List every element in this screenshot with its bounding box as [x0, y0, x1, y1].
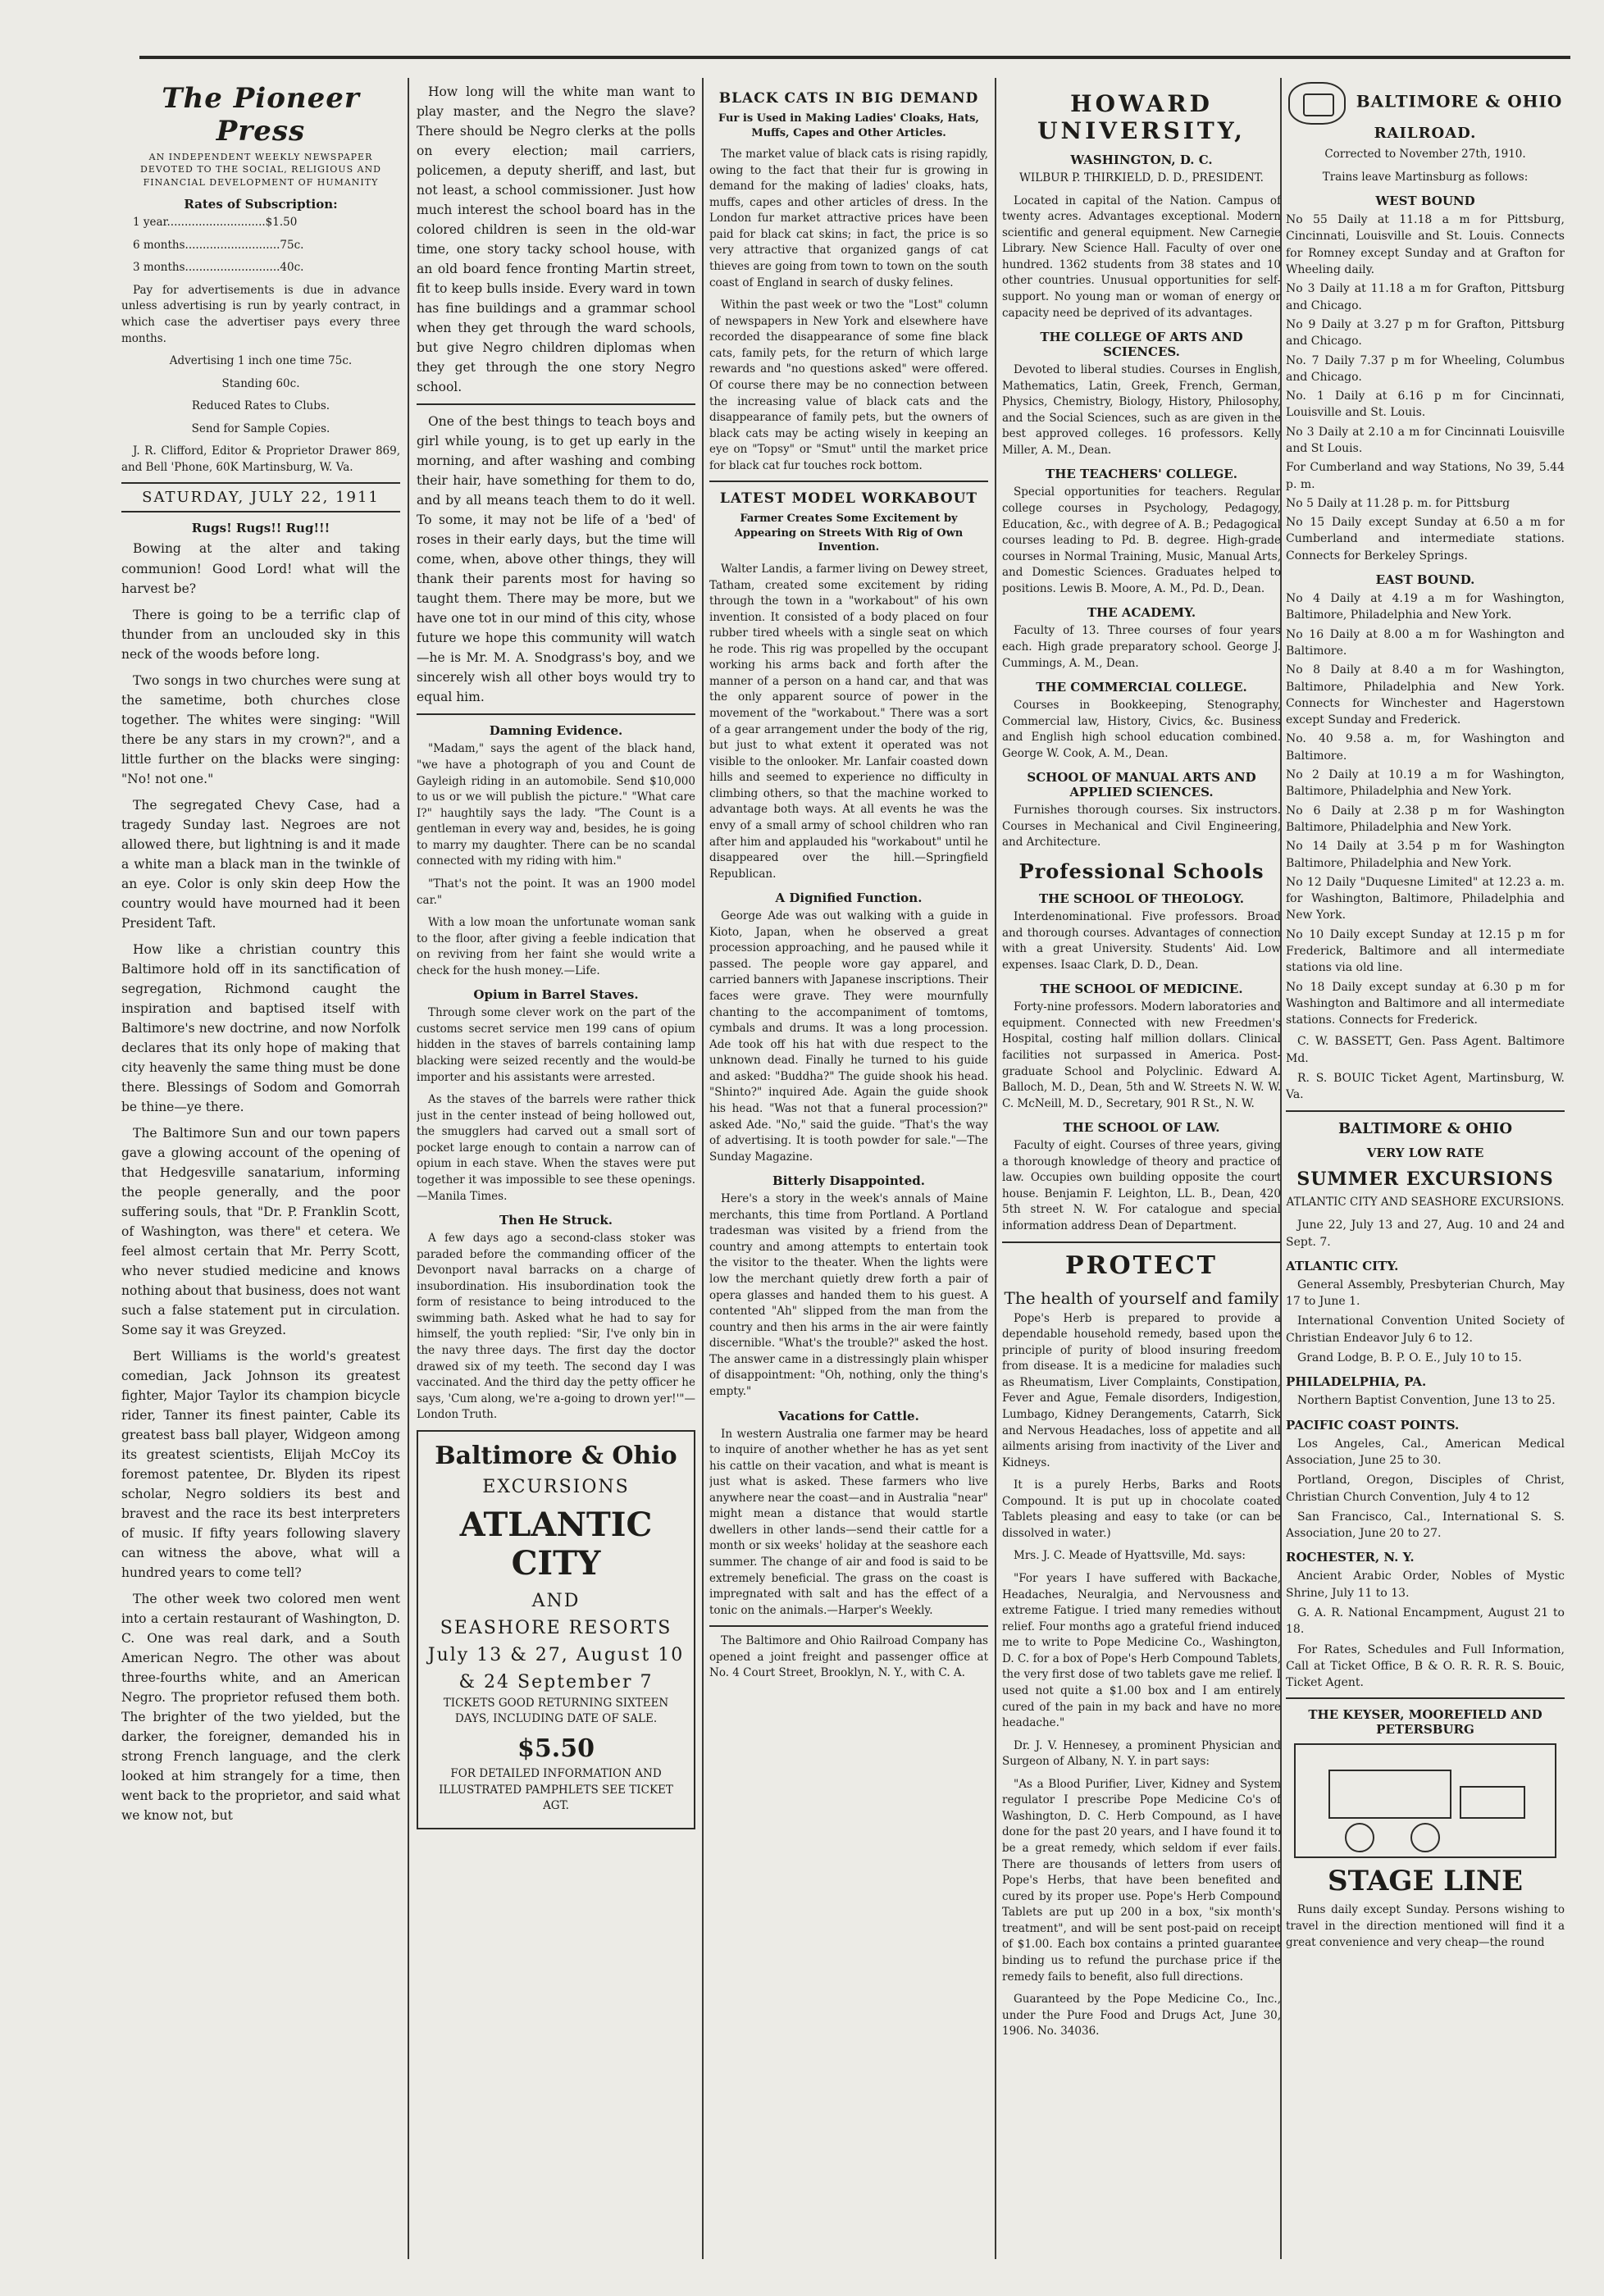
ad-subtitle: EXCURSIONS — [482, 1476, 630, 1497]
event-item: G. A. R. National Encampment, August 21 to 18. — [1286, 1606, 1565, 1637]
paragraph: Forty-nine professors. Modern laboratories and equipment. Connected with new Freedmen's Hospital, costing half million dollars. Clinical facilities not surpassed in America. Post-graduate School and Polyclinic. Edward A. Balloch, M. D., Dean, 5th and W. Streets N. W. W. C. McNeill, M. D., Secretary, 901 R St., N. W. — [1002, 1000, 1281, 1110]
divider — [1002, 1241, 1281, 1243]
adv-rate: Reduced Rates to Clubs. — [191, 399, 330, 413]
masthead: The Pioneer Press — [162, 82, 360, 148]
divider — [1286, 1697, 1565, 1699]
event-item: General Assembly, Presbyterian Church, May 17 to June 1. — [1286, 1278, 1565, 1309]
schedule-item: No 12 Daily "Duquesne Limited" at 12.23 a. m. for Washington, Baltimore, Philadelphia and New York. — [1286, 875, 1565, 922]
paragraph: Runs daily except Sunday. Persons wishing to travel in the direction mentioned will find it a great convenience and very cheap—the round — [1286, 1903, 1565, 1949]
paragraph: "As a Blood Purifier, Liver, Kidney and System regulator I prescribe Pope Medicine Co's of Washington, D. C. Herb Compound, as I have done for the past 20 years, and I have found it to be a great remedy, which seldom if ever fails. There are thousands of letters from users of Pope's Herbs, that have been benefited and cured by its proper use. Pope's Herb Compound Tablets are put up 200 in a box, "six month's treatment", and will be sent post-paid on receipt of $1.00. Each box contains a printed guarantee binding us to refund the purchase price if the remedy fails to benefit, also full directions. — [1002, 1777, 1281, 1984]
paragraph: Bert Williams is the world's greatest comedian, Jack Johnson its greatest fighter, Major Taylor its champion bicycle rider, Tanner its finest painter, Cable its greatest bass ball player, Widgeon among its greatest scientists, Elijah McCoy its foremost patentee, Dr. Blyden its ripest scholar, Negro soldiers its best and bravest and the race its best interpreters of music. If fifty years following slavery can witness the above, what will a hundred years to come tell? — [121, 1349, 400, 1581]
divider — [709, 1625, 988, 1627]
paragraph: Furnishes thorough courses. Six instructors. Courses in Mechanical and Civil Engineering, and Architecture. — [1002, 804, 1281, 850]
article-deck: Farmer Creates Some Excitement by Appearing on Streets With Rig of Own Invention. — [734, 512, 964, 554]
paragraph: Mrs. J. C. Meade of Hyattsville, Md. says: — [1014, 1549, 1246, 1563]
paragraph: Bowing at the alter and taking communion! Good Lord! what will the harvest be? — [121, 541, 400, 596]
paragraph: As the staves of the barrels were rather thick just in the center instead of being hollowed out, the smugglers had carved out a small sort of pocket large enough to contain a narrow can of opium in each stave. When the staves were put together it was impossible to see these openings.—Manila Times. — [417, 1093, 695, 1203]
ad-and: AND — [531, 1590, 581, 1611]
paragraph: Through some clever work on the part of the customs secret service men 199 cans of opium hidden in the staves of barrels containing lamp blacking were seized recently and the would-be importer and his assistants were arrested. — [417, 1006, 695, 1084]
paragraph: The market value of black cats is rising rapidly, owing to the fact that their fur is growing in demand for the making of ladies' cloaks, hats, muffs, capes and other articles of dress. In the London fur market attractive prices have been paid for black cat skins; in fact, the price is so very attractive that organized gangs of cat thieves are going from town to town on the south coast of England in search of dusky felines. — [709, 148, 988, 289]
event-item: Ancient Arabic Order, Nobles of Mystic Shrine, July 11 to 13. — [1286, 1569, 1565, 1600]
paragraph: Pope's Herb is prepared to provide a dependable household remedy, based upon the principle of purity of blood insuring freedom from disease. It is a medicine for maladies such as Rheumatism, Liver Complaints, Constipation, Fever and Ague, Female disorders, Indigestion, Lumbago, Kidney Derangements, Catarrh, Sick and Nervous Headaches, loss of appetite and all ailments arising from inactivity of the Liver and Kidneys. — [1002, 1311, 1281, 1469]
school-heading: SCHOOL OF MANUAL ARTS AND APPLIED SCIENCES. — [1027, 770, 1256, 800]
stagecoach-icon — [1294, 1743, 1556, 1858]
rail-subtitle: RAILROAD. — [1374, 125, 1477, 142]
article-heading: Then He Struck. — [499, 1213, 613, 1228]
event-item: Northern Baptist Convention, June 13 to 25. — [1297, 1394, 1556, 1408]
ad-tickets: TICKETS GOOD RETURNING SIXTEEN DAYS, INCLUDING DATE OF SALE. — [443, 1696, 669, 1726]
masthead-subtitle: AN INDEPENDENT WEEKLY NEWSPAPER DEVOTED TO THE SOCIAL, RELIGIOUS AND FINANCIAL DEVELOPMENT OF HUMANITY — [140, 152, 381, 188]
east-schedule — [1286, 590, 1565, 1028]
excursion-footer: For Rates, Schedules and Full Information, Call at Ticket Office, B & O. R. R. R. S. Bouic, Ticket Agent. — [1286, 1642, 1565, 1690]
destination-heading: ROCHESTER, N. Y. — [1286, 1550, 1415, 1565]
rail-header — [1286, 82, 1565, 142]
schedule-item: No 2 Daily at 10.19 a m for Washington, Baltimore, Philadelphia and New York. — [1286, 768, 1565, 799]
column-4 — [1002, 82, 1281, 2047]
excursion-sub: ATLANTIC CITY AND SEASHORE EXCURSIONS. — [1286, 1195, 1565, 1209]
article-heading: Damning Evidence. — [489, 723, 623, 739]
school-heading: THE COMMERCIAL COLLEGE. — [1036, 680, 1247, 695]
article-heading: A Dignified Function. — [775, 891, 923, 906]
stage-heading: THE KEYSER, MOOREFIELD AND PETERSBURG — [1308, 1707, 1542, 1738]
railroad-logo-icon — [1288, 82, 1346, 125]
excursion-rate: VERY LOW RATE — [1366, 1145, 1484, 1160]
paragraph: Courses in Bookkeeping, Stenography, Commercial law, History, Civics, &c. Business and English high school education combined. George W. Cook, A. M., Dean. — [1002, 699, 1281, 760]
paragraph: It is a purely Herbs, Barks and Roots Compound. It is put up in chocolate coated Tablets pleasing and easy to take (or can be dissolved in water.) — [1002, 1478, 1281, 1540]
paragraph: Two songs in two churches were sung at the sametime, both churches close together. The whites were singing: "Will there be any stars in my crown?", and a little further on the blacks were singing: "No! not one." — [121, 672, 400, 786]
rate-line: 3 months...........................40c. — [133, 261, 304, 275]
howard-location: WASHINGTON, D. C. — [1070, 153, 1213, 167]
howard-president: WILBUR P. THIRKIELD, D. D., PRESIDENT. — [1019, 171, 1264, 184]
ad-title: Baltimore & Ohio — [435, 1441, 677, 1470]
adv-rate: Send for Sample Copies. — [191, 421, 330, 435]
article-heading: Vacations for Cattle. — [778, 1408, 919, 1424]
article-heading: Opium in Barrel Staves. — [473, 987, 639, 1003]
paragraph: Devoted to liberal studies. Courses in English, Mathematics, Latin, Greek, French, German, Physics, Chemistry, Biology, History, Philosophy, and the Social Sciences, such as are given in the best approved colleges. 16 professors. Kelly Miller, A. M., Dean. — [1002, 363, 1281, 457]
column-3 — [709, 82, 988, 1688]
paragraph: The segregated Chevy Case, had a tragedy Sunday last. Negroes are not allowed there, but lightning is and it made a white man a black man in the twinkle of an eye. Color is only skin deep How the country would have mourned had it been President Taft. — [121, 797, 400, 931]
top-rule — [139, 56, 1570, 59]
paragraph: In western Australia one farmer may be heard to inquire of another whether he has as yet sent his cattle on their vacation, and what is meant is just what is asked. These farmers who live anywhere near the coast—and in Australia "near" might mean a distance that would startle dwellers in other lands—send their cattle for a month or six weeks' holiday at the seashore each summer. The change of air and food is said to be extremely beneficial. The grass on the coast is impregnated with salt and has the effect of a tonic on the animals.—Harper's Weekly. — [709, 1427, 988, 1617]
schedule-item: No 3 Daily at 11.18 a m for Grafton, Pittsburg and Chicago. — [1286, 282, 1565, 312]
column-rule — [995, 78, 996, 2259]
agent-line: C. W. BASSETT, Gen. Pass Agent. Baltimore Md. — [1286, 1035, 1565, 1065]
school-heading: THE ACADEMY. — [1087, 605, 1196, 621]
destination-heading: ATLANTIC CITY. — [1286, 1258, 1399, 1273]
divider — [417, 713, 695, 715]
ad-footer: FOR DETAILED INFORMATION AND ILLUSTRATED PAMPHLETS SEE TICKET AGT. — [439, 1766, 673, 1813]
howard-title: HOWARD UNIVERSITY, — [1037, 90, 1246, 144]
stage-line-title: STAGE LINE — [1328, 1865, 1523, 1898]
paragraph: Faculty of eight. Courses of three years, giving a thorough knowledge of theory and practice of law. Occupies own building opposite the court house. Benjamin F. Leighton, LL. B., Dean, 420 5th street N. W. For catalogue and special information address Dean of Department. — [1002, 1139, 1281, 1232]
event-item: Grand Lodge, B. P. O. E., July 10 to 15. — [1297, 1351, 1522, 1365]
ad-destination: ATLANTIC CITY — [459, 1505, 653, 1583]
schedule-item: No 18 Daily except sunday at 6.30 p m for Washington and Baltimore and all intermediate stations. Connects for Frederick. — [1286, 980, 1565, 1027]
school-heading: THE SCHOOL OF THEOLOGY. — [1038, 891, 1245, 906]
event-item: Portland, Oregon, Disciples of Christ, Christian Church Convention, July 4 to 12 — [1286, 1474, 1565, 1504]
schedule-item: No 15 Daily except Sunday at 6.50 a m for Cumberland and intermediate stations. Connects for Berkeley Springs. — [1286, 516, 1565, 563]
divider — [709, 481, 988, 482]
school-heading: THE SCHOOL OF LAW. — [1063, 1120, 1220, 1136]
protect-subheading: The health of yourself and family — [1004, 1287, 1279, 1308]
event-item: International Convention United Society of Christian Endeavor July 6 to 12. — [1286, 1314, 1565, 1345]
excursion-dates: June 22, July 13 and 27, Aug. 10 and 24 and Sept. 7. — [1286, 1219, 1565, 1249]
paragraph: Special opportunities for teachers. Regular college courses in Psychology, Pedagogy, Education, &c., with degree of A. B.; Pedagogical courses leading to Pd. B. degree. High-grade courses in Normal Training, Music, Manual Arts, and Domestic Sciences. Graduates helped to positions. Lewis B. Moore, A. M., Pd. D., Dean. — [1002, 485, 1281, 595]
schedule-item: No 5 Daily at 11.28 p. m. for Pittsburg — [1286, 496, 1511, 510]
paragraph: There is going to be a terrific clap of thunder from an unclouded sky in this neck of the woods before long. — [121, 607, 400, 662]
paragraph: Dr. J. V. Hennesey, a prominent Physician and Surgeon of Albany, N. Y. in part says: — [1002, 1738, 1281, 1769]
adv-rate: Advertising 1 inch one time 75c. — [169, 354, 353, 368]
schedule-item: No 3 Daily at 2.10 a m for Cincinnati Louisville and St Louis. — [1286, 425, 1565, 455]
excursion-heading: SUMMER EXCURSIONS — [1296, 1168, 1554, 1190]
paragraph: Located in capital of the Nation. Campus of twenty acres. Advantages exceptional. Modern scientific and general equipment. New Carnegie Library. New Science Hall. Faculty of over one hundred. 1362 students from 38 states and 10 other countries. Unusual opportunities for self-support. No young man or woman of energy or capacity need be deprived of its advantages. — [1002, 194, 1281, 320]
schedule-item: For Cumberland and way Stations, No 39, 5.44 p. m. — [1286, 461, 1565, 491]
rail-title: BALTIMORE & OHIO — [1356, 91, 1563, 112]
event-item: San Francisco, Cal., International S. S. Association, June 20 to 27. — [1286, 1510, 1565, 1541]
school-heading: THE TEACHERS' COLLEGE. — [1046, 467, 1237, 482]
schedule-item: No 55 Daily at 11.18 a m for Pittsburg, Cincinnati, Louisville and St. Louis. Connects for Romney except Sunday and at Grafton for Wheeling daily. — [1286, 213, 1565, 277]
excursion-title: BALTIMORE & OHIO — [1337, 1119, 1513, 1137]
paragraph: With a low moan the unfortunate woman sank to the floor, after giving a feeble indication that on reviving from her faint she would write a check for the hush money.—Life. — [417, 916, 695, 977]
schedule-item: No. 40 9.58 a. m, for Washington and Baltimore. — [1286, 732, 1565, 763]
rate-line: 6 months...........................75c. — [133, 238, 304, 252]
schedule-item: No. 7 Daily 7.37 p m for Wheeling, Columbus and Chicago. — [1286, 353, 1565, 384]
west-schedule — [1286, 212, 1565, 564]
article-heading: BLACK CATS IN BIG DEMAND — [718, 90, 979, 107]
schedule-item: No 8 Daily at 8.40 a m for Washington, Baltimore, Philadelphia and New York. Connects for Winchester and Hagerstown except Sunday and Frederick. — [1286, 663, 1565, 727]
rugs-heading: Rugs! Rugs!! Rug!!! — [191, 521, 330, 536]
divider — [417, 403, 695, 405]
paragraph: How like a christian country this Baltimore hold off in its sanctification of segregation, Richmond caught the inspiration and baptised itself with Baltimore's new doctrine, and now Norfolk declares that its only hope of making that city heavenly the same thing must be done there. Blessings of Sodom and Gomorrah be thine—ye there. — [121, 941, 400, 1114]
paragraph: Faculty of 13. Three courses of four years each. High grade preparatory school. George J. Cummings, A. M., Dean. — [1002, 624, 1281, 670]
paragraph: Interdenominational. Five professors. Broad and thorough courses. Advantages of connection with a great University. Students' Aid. Low expenses. Isaac Clark, D. D., Dean. — [1002, 910, 1281, 972]
paragraph: "For years I have suffered with Backache, Headaches, Neuralgia, and Nervousness and extreme Fatigue. I tried many remedies without relief. Four months ago a grateful friend induced me to write to Pope Medicine Co., Washington, D. C. for a box of Pope's Herb Compound Tablets, the very first dose of two tablets gave me relief. I used not quite a $1.00 box and I am entirely cured of the pain in my back and have no more headache." — [1002, 1572, 1281, 1730]
paragraph: Here's a story in the week's annals of Maine merchants, this time from Portland. A Portland tradesman was visited by a friend from the country and among attempts to entertain took the visitor to the theater. When the lights were low the merchant quietly drew forth a pair of opera glasses and handed them to his guest. A contented "Ah" slipped from the man from the country and then his arms in the air were faintly discernible. "What's the trouble?" asked the host. The answer came in a distressingly plain whisper of disappointment: "Oh, nothing, only the thing's empty." — [709, 1192, 988, 1398]
west-bound-heading: WEST BOUND — [1375, 194, 1475, 209]
paragraph: The Baltimore Sun and our town papers gave a glowing account of the opening of that Hedgesville sanatarium, informing the people generally, and the poor suffering souls, that "Dr. P. Franklin Scott, of Washington, was there" et cetera. We feel almost certain that Mr. Perry Scott, who never studied medicine and knows nothing about that business, does not want such a false statement put in circulation. Some say it was Greyzed. — [121, 1125, 400, 1338]
paragraph: Within the past week or two the "Lost" column of newspapers in New York and elsewhere have recorded the disappearance of some fine black cats, family pets, for the return of which large rewards and "no questions asked" were offered. Of course there may be no connection between the increasing value of black cats and the disappearance of family pets, but the owners of black cats may be acting wisely in keeping an eye on "Topsy" or "Smut" until the market price for black cat fur touches rock bottom. — [709, 298, 988, 472]
schedule-item: No 14 Daily at 3.54 p m for Washington Baltimore, Philadelphia and New York. — [1286, 840, 1565, 870]
schedule-item: No 16 Daily at 8.00 a m for Washington and Baltimore. — [1286, 627, 1565, 658]
article-heading: LATEST MODEL WORKABOUT — [719, 490, 978, 508]
ad-seashore: SEASHORE RESORTS — [440, 1617, 672, 1638]
destination-heading: PACIFIC COAST POINTS. — [1286, 1417, 1460, 1433]
schedule-item: No 6 Daily at 2.38 p m for Washington Baltimore, Philadelphia and New York. — [1286, 804, 1565, 834]
paragraph: George Ade was out walking with a guide in Kioto, Japan, when he observed a great procession approaching, and he paused while it passed. The people wore gay apparel, and carried banners with Japanese inscriptions. Their faces were grave. They were mournfully chanting to the accompaniment of tomtoms, cymbals and drums. It was a long procession. Ade took off his hat with due respect to the unknown dead. Finally he turned to his guide and asked: "Buddha?" The guide shook his head. "Shinto?" inquired Ade. Again the guide shook his head. "Was not that a funeral procession?" asked Ade. "No," said the guide. "That's the way of advertising. It is tooth powder for sale."—The Sunday Magazine. — [709, 909, 988, 1164]
column-5 — [1286, 82, 1565, 1957]
trains-line: Trains leave Martinsburg as follows: — [1322, 170, 1529, 184]
bo-excursion-ad — [417, 1430, 695, 1829]
rate-line: 1 year............................$1.50 — [133, 216, 298, 230]
terms: Pay for advertisements is due in advance unless advertising is run by yearly contract, in which case the advertiser pays every three months. — [121, 283, 400, 345]
paragraph: "That's not the point. It was an 1900 model car." — [417, 877, 695, 907]
east-bound-heading: EAST BOUND. — [1375, 572, 1475, 588]
school-heading: THE COLLEGE OF ARTS AND SCIENCES. — [1040, 330, 1243, 360]
paragraph: The other week two colored men went into a certain restaurant of Washington, D. C. One was real dark, and a South American Negro. The other was about three-fourths white, and an American Negro. The proprietor refused them both. The brighter of the two yielded, but the darker, the foreigner, demanded his in strong French language, and the clerk looked at him strangely for a time, then went back to the proprietor, and said what we know not, but — [121, 1592, 400, 1824]
adv-rate: Standing 60c. — [221, 376, 300, 390]
ad-price: $5.50 — [517, 1733, 595, 1763]
schedule-item: No 9 Daily at 3.27 p m for Grafton, Pittsburg and Chicago. — [1286, 317, 1565, 348]
schedule-item: No 10 Daily except Sunday at 12.15 p m for Frederick, Baltimore and all intermediate stations via old line. — [1286, 927, 1565, 975]
editor-line: J. R. Clifford, Editor & Proprietor Drawer 869, and Bell 'Phone, 60K Martinsburg, W. Va. — [121, 444, 400, 474]
school-heading: THE SCHOOL OF MEDICINE. — [1040, 982, 1243, 997]
schedule-item: No. 1 Daily at 6.16 p m for Cincinnati, Louisville and St. Louis. — [1286, 390, 1565, 420]
paragraph: How long will the white man want to play master, and the Negro the slave? There should be Negro clerks at the polls on every election; mail carriers, policemen, a deputy sheriff, and last, but not least, a school commissioner. Just how much interest the school board has in the colored children is seen in the old-war time, one story tacky school house, with an old board fence fronting Martin street, fit to keep bulls inside. Every ward in town has fine buildings and a grammar school when they get through the ward schools, but give Negro children diplomas when they get through the one story Negro school. — [417, 84, 695, 395]
article-heading: Bitterly Disappointed. — [772, 1173, 925, 1189]
rates-title: Rates of Subscription: — [184, 197, 338, 212]
agent-line: R. S. BOUIC Ticket Agent, Martinsburg, W. Va. — [1286, 1072, 1565, 1102]
column-rule — [702, 78, 704, 2259]
paragraph: One of the best things to teach boys and girl while young, is to get up early in the morning, and after washing and combing their hair, have something for them to do, and by all means teach them to do it well. To some, it may not be life of a 'bed' of roses in their early days, but the time will come, when, above other things, they will thank their parents most for having so taught them. There may be more, but we have one tot in our mind of this city, whose future we hope this community will watch—he is Mr. M. A. Snodgrass's boy, and we sincerely wish all other boys would try to equal him. — [417, 414, 695, 705]
divider — [1286, 1110, 1565, 1112]
corrected-line: Corrected to November 27th, 1910. — [1324, 148, 1526, 161]
destination-heading: PHILADELPHIA, PA. — [1286, 1374, 1427, 1390]
column-2 — [417, 82, 695, 1836]
column-1 — [121, 82, 400, 1832]
paragraph: The Baltimore and Ohio Railroad Company has opened a joint freight and passenger office at No. 4 Court Street, Brooklyn, N. Y., with C. A. — [709, 1634, 988, 1680]
schedule-item: No 4 Daily at 4.19 a m for Washington, Baltimore, Philadelphia and New York. — [1286, 592, 1565, 622]
professional-schools-heading: Professional Schools — [1018, 859, 1265, 883]
article-deck: Fur is Used in Making Ladies' Cloaks, Hats, Muffs, Capes and Other Articles. — [718, 112, 979, 139]
ad-dates: July 13 & 27, August 10 & 24 September 7 — [427, 1644, 685, 1692]
paragraph: A few days ago a second-class stoker was paraded before the commanding officer of the Devonport naval barracks on a charge of insubordination. His insubordination took the form of resistance to being introduced to the swimming bath. Asked what he had to say for himself, the youth replied: "Sir, I've only bin in the navy three days. The first day the doctor drawed six of my teeth. The second day I was vaccinated. And the third day the petty officer he says, 'Cum along, we're a-going to drown yer!'"—London Truth. — [417, 1232, 695, 1422]
column-rule — [408, 78, 409, 2259]
paragraph: Walter Landis, a farmer living on Dewey street, Tatham, created some excitement by riding through the town in a "workabout" of his own invention. It consisted of a body placed on four rubber tired wheels with a single seat on which he rode. This rig was propelled by the occupant working his arms back and forth after the manner of a person on a hand car, and that was the only apparent source of power in the movement of the "workabout." There was a sort of a gear arrangement under the body of the rig, but just to what extent it operated was not visible to the onlooker. Mr. Lanfair coasted down hills and seemed to experience no difficulty in climbing others, so that the machine worked to advantage both ways. At all events he was the envy of a small army of school children who ran after him and applauded his "workabout" until he disappeared over the hill.—Springfield Republican. — [709, 562, 988, 881]
protect-heading: PROTECT — [1064, 1250, 1218, 1280]
paragraph: Guaranteed by the Pope Medicine Co., Inc., under the Pure Food and Drugs Act, June 30, 1906. No. 34036. — [1002, 1993, 1281, 2039]
event-item: Los Angeles, Cal., American Medical Association, June 25 to 30. — [1286, 1437, 1565, 1467]
dateline: SATURDAY, JULY 22, 1911 — [121, 482, 400, 512]
paragraph: "Madam," says the agent of the black hand, "we have a photograph of you and Count de Gayleigh riding in an automobile. Send $10,000 to us or we will publish the picture." "What care I?" haughtily says the lady. "The Count is a gentleman in every way and, besides, he is going to marry my daughter. There can be no scandal connected with my riding with him." — [417, 742, 695, 868]
